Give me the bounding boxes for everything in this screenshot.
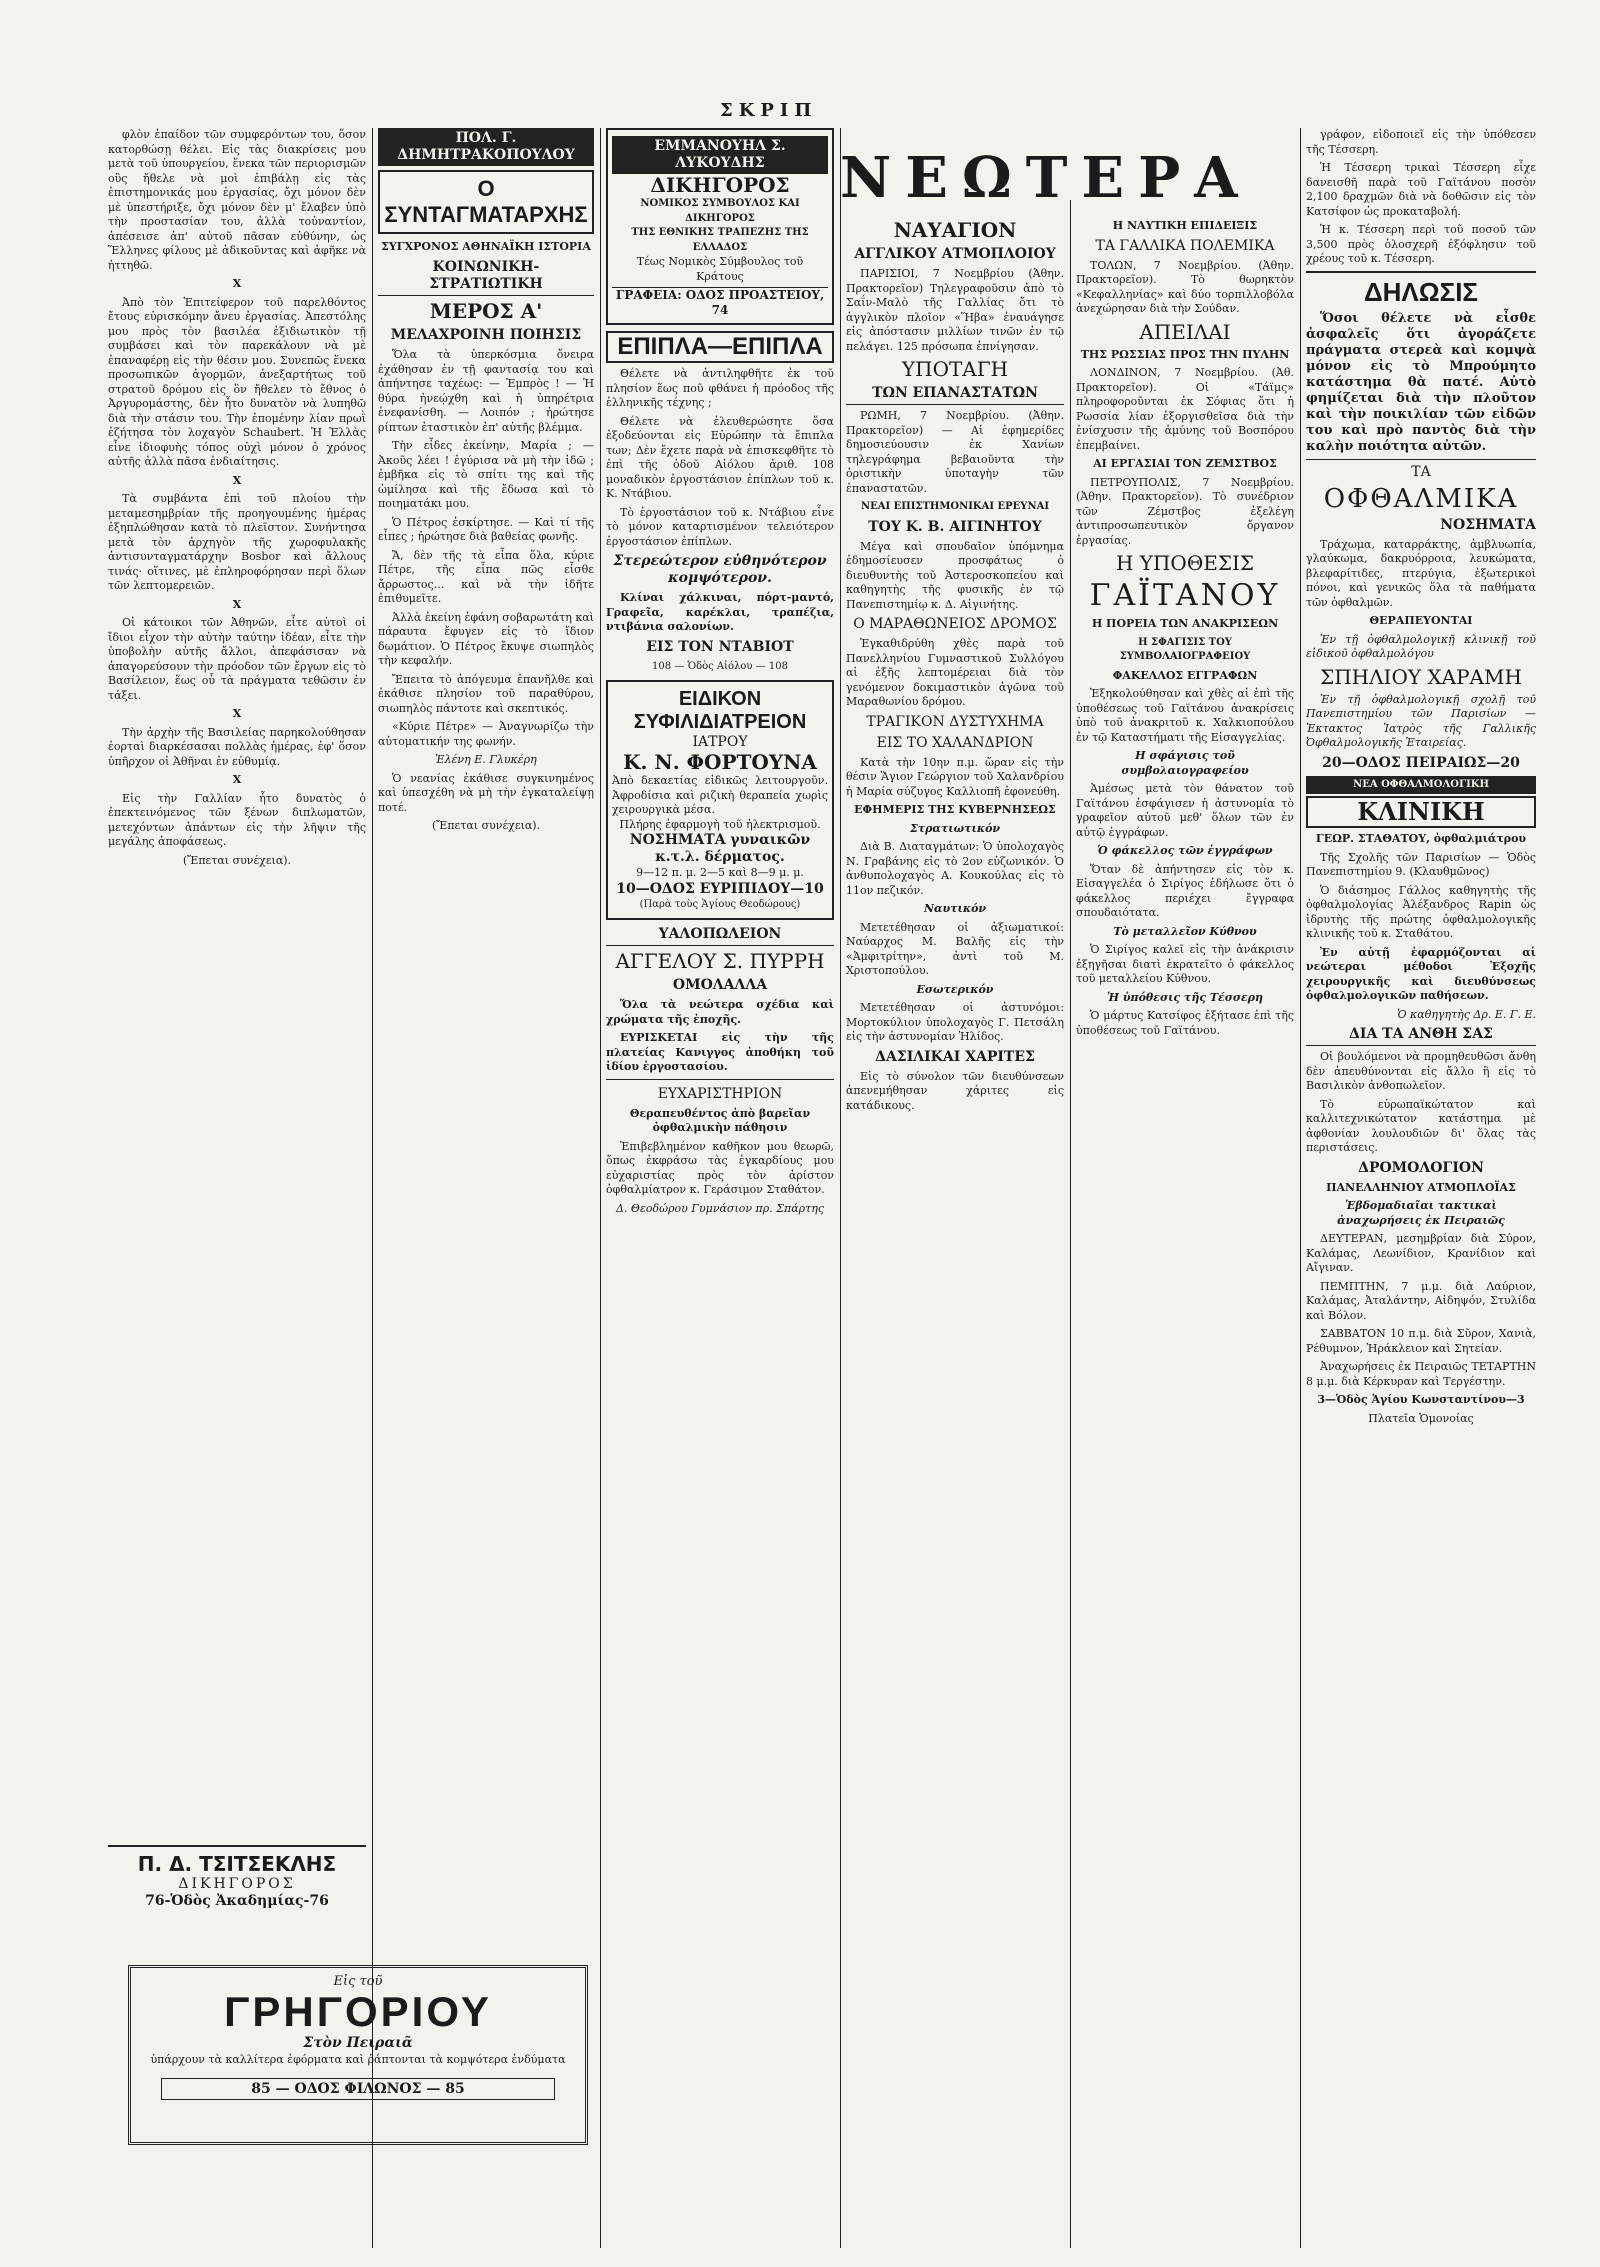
story-subtitle: ΚΟΙΝΩΝΙΚΗ-ΣΤΡΑΤΙΩΤΙΚΗ [378, 259, 594, 296]
part-label: ΜΕΡΟΣ Α' [429, 299, 543, 323]
ad-lykoudis [606, 128, 834, 325]
ad-title: ΔΙΚΗΓΟΡΟΣ [178, 1876, 296, 1892]
column-rule [1070, 200, 1071, 2248]
section-label: Εσωτερικόν [916, 982, 994, 996]
ad-address: 20—ΟΔΟΣ ΠΕΙΡΑΙΩΣ—20 [1322, 754, 1520, 771]
column-rule [372, 128, 373, 2248]
headline-sub: ΤΑ ΓΑΛΛΙΚΑ ΠΟΛΕΜΙΚΑ [1095, 237, 1275, 254]
ad-title: ΕΙΔΙΚΟΝ ΣΥΦΙΛΙΔΙΑΤΡΕΙΟΝ [633, 688, 807, 733]
paragraph: Ἀπὸ δεκαετίας εἰδικῶς λειτουργοῦν. Ἀφροδίσια καὶ ριζικὴ θεραπεία χωρὶς χειρουργικὰ μέσα. [612, 774, 828, 816]
headline: ΝΑΥΑΓΙΟΝ [893, 218, 1017, 242]
paragraph: Μετετέθησαν οἱ ἀστυνόμοι: Μορτοκύλιον ὑπολοχαγὸς Γ. Πετσάλη εἰς τὴν ἀστυνομίαν Ἠλίδος. [846, 1001, 1064, 1043]
masthead-title: ΝΕΩΤΕΡΑ [840, 145, 1252, 211]
paragraph: Ὁ νεανίας ἐκάθισε συγκινημένος καὶ ὑπεσχέθη νὰ μὴ τὴν ἐγκαταλείψῃ ποτέ. [378, 771, 594, 814]
paragraph: Τὴν ἀρχὴν τῆς Βασιλείας παρηκολούθησαν ἐορταὶ διαρκέσασαι πολλὰς ἡμέρας, ἐφ' ὅσον ὑπῆρχον οἱ Ἀθῆναι ἐν εὐθυμίᾳ. [108, 725, 366, 768]
ad-name: ΑΓΓΕΛΟΥ Σ. ΠΥΡΡΗ [615, 949, 825, 973]
paragraph: ΠΕΜΠΤΗΝ, 7 μ.μ. διὰ Λαύριον, Καλάμας, Ἀταλάντην, Αἰδηψόν, Στυλίδα καὶ Βόλον. [1306, 1279, 1536, 1322]
headline: Η ΝΑΥΤΙΚΗ ΕΠΙΔΕΙΞΙΣ [1112, 219, 1258, 232]
column-rule [1300, 128, 1301, 2248]
column-1: φλὸν ἐπαίδον τῶν συμφερόντων του, ὅσον κατορθώσῃ θέλει. Εἰς τὰς διακρίσεις μου μετὰ τοῦ ὑπουργείου, ἕνεκα τῶν περιορισμῶν οὓς ἤθελε νὰ μοὶ ἐπιβάλῃ εἰς τὰς ἐπιστημονικάς μου ἐργασίας, ὄχι μόνον δὲν μὲ ὑπεστήριξε, ὄχι μόνον δὲν μ' ἔλαβεν ὑπὸ τὴν προστασίαν του, ἀλλὰ τοὐναντίον, ἀπέσεισε ἀπ' αὐτοῦ πᾶσαν εὐθύνην, ὡς Ἕλληνες φίλους μὲ ἀδικοῦντας καὶ ἀφῆκε νὰ ἡττηθῶ. X Ἀπὸ τὸν Ἐπιτείφερον τοῦ παρελθόντος ἔτους εὑρισκόμην ἄνευ ἐργασίας. Ἀπεστόλης μου πρὸς τὸν βασιλέα ἐξιδιωτικὸν τῇ συμβάσει καὶ τὸν παρεκάλουν νὰ μὲ ἐπαναφέρῃ εἰς τὴν θέσιν μου. Συνεπῶς ἕνεκα προσωπικῶν ἀγορμῶν, ἀνεξαρτήτως τοῦ στρατοῦ δρόμου εἰς ὃν ἤθελεν τὸ ἔθνος ὁ Ἀργυρομάστης, δὲν ἦτο δυνατὸν νὰ λυπηθῶ διὰ τὴν στάσιν του. Τὴν ἐπομένην λίαν πρωῒ ἐζήτησα τὸν λοχαγὸν Schaubert. Ἡ Ἑλλὰς εἶνε ἰδιοφυὴς τόπος οὐχὶ μόνον ὁ χρόνος αὐτῆς ἀλλὰ πᾶσα ἐνδιαίτησις. X Τὰ συμβάντα ἐπὶ τοῦ πλοίου τὴν μεταμεσημβρίαν τῆς προηγουμένης ἡμέρας ἐξηπλώθησαν κατὰ τὸ πλεῖστον. Συνήντησα μετὰ τὸν ἀρχηγὸν τῆς χωροφυλακῆς ἀντισυνταγματάρχην Bosbor καὶ ἄλλους τινάς· οἵτινες, μὲ ἐπληροφόρησαν περὶ ὅλων τῶν λεπτομερειῶν. X Οἱ κάτοικοι τῶν Ἀθηνῶν, εἶτε αὐτοὶ οἱ ἴδιοι εἶχον τὴν αὐτὴν ταύτην ἰδέαν, εἶτε τὴν ὑποβολὴν αὐτῆς ἄλλοι, ἀπεφάσισαν νὰ ἀπαγορεύσουν τὴν πρόοδον τῶν ἔργων εἰς τὸ Βασίλειον, ἕως οὗ τὰ πράγματα τεθῶσιν ἐν τάξει. X Τὴν ἀρχὴν τῆς Βασιλείας παρηκολούθησαν ἐορταὶ διαρκέσασαι πολλὰς ἡμέρας, ἐφ' ὅσον ὑπῆρχον οἱ Ἀθῆναι ἐν εὐθυμίᾳ. X Εἰς τὴν Γαλλίαν ἦτο δυνατὸς ὁ ἐπεκτεινόμενος τῶν ξένων διπλωματῶν, μετεχόντων ἁπάντων εἰς τὴν λῆψιν τῆς μεγάλης ἀποφάσεως. (Ἔπεται συνέχεια). [108, 128, 366, 867]
headline: Ο ΜΑΡΑΘΩΝΕΙΟΣ ΔΡΟΜΟΣ [853, 616, 1057, 632]
ad-title: ΕΠΙΠΛΑ—ΕΠΙΠΛΑ [606, 331, 834, 363]
ad-subtitle: ΙΑΤΡΟΥ [692, 734, 748, 750]
paragraph: ΡΩΜΗ, 7 Νοεμβρίου. (Ἀθην. Πρακτορεῖον) — Αἱ ἐφημερίδες δημοσιεύουσιν ἐκ Χανίων τηλεγράφημα βεβαιοῦντα τὴν ὁριστικὴν ὑποταγὴν τῶν ἐπαναστατῶν. [846, 409, 1064, 495]
paragraph: Ἀναχωρήσεις ἐκ Πειραιῶς ΤΕΤΑΡΤΗΝ 8 μ.μ. διὰ Κέρκυραν καὶ Τεργέστην. [1306, 1360, 1536, 1388]
paragraph: Εἰς τὸ σύνολον τῶν διευθύνσεων ἀπενεμήθησαν χάριτες εἰς κατάδικους. [846, 1069, 1064, 1112]
paragraph: Ὁ διάσημος Γάλλος καθηγητὴς τῆς ὀφθαλμολογίας Ἀλέξανδρος Rapin ὡς ἰδρυτὴς τῆς πρώτης ὀφθαλμολογικῆς κλινικῆς τοῦ κ. Σταθάτου. [1306, 883, 1536, 940]
paragraph: Ἐν τῇ ὀφθαλμολογικῇ κλινικῇ τοῦ εἰδικοῦ ὀφθαλμολόγου [1306, 632, 1536, 660]
ad-subtitle: Θεραπευθέντος ἀπὸ βαρεῖαν ὀφθαλμικὴν πάθησιν [629, 1106, 811, 1134]
ad-subtitle: ΘΕΡΑΠΕΥΟΝΤΑΙ [1369, 614, 1473, 627]
column-3 [606, 128, 834, 2247]
ad-fortounas [606, 680, 834, 920]
ad-hours: 9—12 π. μ. 2—5 καὶ 8—9 μ. μ. [636, 866, 804, 879]
ad-name: ΕΜΜΑΝΟΥΗΛ Σ. ΛΥΚΟΥΔΗΣ [612, 136, 828, 174]
running-head: ΣΚΡΙΠ [720, 100, 818, 121]
paragraph: ΕΥΡΙΣΚΕΤΑΙ εἰς τὴν τῆς πλατείας Κανιγγος ἀποθήκη τοῦ ἰδίου ἐργοστασίου. [606, 1031, 834, 1073]
headline: ΔΑΣΙΛΙΚΑΙ ΧΑΡΙΤΕΣ [875, 1048, 1035, 1065]
ad-tsitseklis [108, 1845, 366, 1910]
headline: Η ΥΠΟΘΕΣΙΣ [1115, 551, 1255, 575]
headline-sub: ΤΗΣ ΡΩΣΣΙΑΣ ΠΡΟΣ ΤΗΝ ΠΥΛΗΝ [1080, 347, 1290, 361]
ad-subtitle: ΟΜΟΛΑΛΛΑ [672, 977, 768, 993]
headline: ΓΑΪΤΑΝΟΥ [1089, 578, 1281, 613]
headline: ΑΠΕΙΛΑΙ [1139, 319, 1231, 344]
paragraph: Διὰ Β. Διαταγμάτων: Ὁ ὑπολοχαγὸς Ν. Γραβάνης εἰς τὸ 2ον εὐζωνικόν. Ὁ ἀνθυπολοχαγὸς Α. Κουκούλας εἰς τὸ 11ον πεζικόν. [846, 840, 1064, 897]
paragraph: ΤΟΛΩΝ, 7 Νοεμβρίου. (Ἀθην. Πρακτορεῖον). Τὸ θωρηκτὸν «Κεφαλληνίας» καὶ δύο τορπιλλοβόλα ἀνεχώρησαν διὰ τὴν Σούδαν. [1076, 258, 1294, 315]
paragraph: γράφον, εἰδοποιεῖ εἰς τὴν ὑπόθεσεν τῆς Τέσσερη. [1306, 128, 1536, 156]
ad-address-note: (Παρὰ τοὺς Ἁγίους Θεοδώρους) [639, 898, 801, 910]
paragraph: Τῆς Σχολῆς τῶν Παρισίων — Ὁδὸς Πανεπιστημίου 9. (Κλαυθμῶνος) [1306, 850, 1536, 878]
headline-sub: ΕΙΣ ΤΟ ΧΑΛΑΝΔΡΙΟΝ [876, 734, 1034, 751]
ad-name: Π. Δ. ΤΣΙΤΣΕΚΛΗΣ [137, 1852, 337, 1876]
paragraph: Εἰς τὴν Γαλλίαν ἦτο δυνατὸς ὁ ἐπεκτεινόμενος τῶν ξένων διπλωματῶν, μετεχόντων ἁπάντων εἰς τὴν λῆψιν τῆς μεγάλης ἀποφάσεως. [108, 791, 366, 848]
section-label: Τὸ μεταλλεῖον Κύθνου [1113, 924, 1257, 938]
paragraph: Τὴν εἶδες ἐκείνην, Μαρία ; — Ἀκοῦς λέει ! ἐγύρισα νὰ μὴ τὴν ἰδῶ ; ἐμβῆκα εἰς τὸ σπίτι της καὶ τῆς ὡμίλησα καὶ τῆς ἔδωσα καὶ τὸ ποιηματάκι μου. [378, 439, 594, 510]
paragraph: ΛΟΝΔΙΝΟΝ, 7 Νοεμβρίου. (Ἀθ. Πρακτορεῖον). Οἱ «Τάϊμς» πληροφοροῦνται ἐκ Σόφιας ὅτι ἡ Ρωσσία λίαν ἐξοργισθεῖσα διὰ τὴν ἐνίσχυσιν τῆς ἀμύνης τοῦ Βοσπόρου ἐπεμβαίνει. [1076, 366, 1294, 452]
ad-address: 108 — Ὁδὸς Αἰόλου — 108 [652, 660, 788, 672]
ad-address: 76-Ὁδὸς Ἀκαδημίας-76 [145, 1893, 329, 1909]
ad-address: 85 — ΟΔΟΣ ΦΙΛΩΝΟΣ — 85 [161, 2078, 555, 2100]
ad-name: ΣΠΗΛΙΟΥ ΧΑΡΑΜΗ [1320, 664, 1522, 689]
section-label: Στρατιωτικόν [909, 821, 1001, 835]
ad-slogan: Στερεώτερον εὐθηνότερον κομψότερον. [613, 553, 827, 586]
paragraph: Ἀμέσως μετὰ τὸν θάνατον τοῦ Γαϊτάνου ἐσφάγισεν ἡ ἀστυνομία τὸ γραφεῖον αὐτοῦ μεθ' ὅλων τῶν ἐν αὐτῷ ἐγγράφων. [1076, 782, 1294, 839]
headline-sub: Η ΣΦΑΓΙΣΙΣ ΤΟΥ ΣΥΜΒΟΛΑΙΟΓΡΑΦΕΙΟΥ [1119, 636, 1251, 662]
chapter-title: ΜΕΛΑΧΡΟΙΝΗ ΠΟΙΗΣΙΣ [390, 327, 582, 343]
ad-address: 3—Ὁδὸς Ἁγίου Κωνσταντίνου—3 [1317, 1393, 1525, 1406]
headline-sub: ΑΓΓΛΙΚΟΥ ΑΤΜΟΠΛΟΙΟΥ [854, 246, 1056, 262]
ad-title: ΔΗΛΩΣΙΣ [1306, 271, 1536, 307]
paragraph: Οἱ κάτοικοι τῶν Ἀθηνῶν, εἶτε αὐτοὶ οἱ ἴδιοι εἶχον τὴν αὐτὴν ταύτην ἰδέαν, εἶτε τὴν ὑποβολὴν αὐτῆς ἄλλοι, ἀπεφάσισαν νὰ ἀπαγορεύσουν τὴν πρόοδον τῶν ἔργων εἰς τὸ Βασίλειον, ἕως οὗ τὰ πράγματα τεθῶσιν ἐν τάξει. [108, 616, 366, 702]
signature: Ἑλένη Ε. Γλυκέρη [435, 753, 537, 766]
paragraph: Ἀπὸ τὸν Ἐπιτείφερον τοῦ παρελθόντος ἔτους εὑρισκόμην ἄνευ ἐργασίας. Ἀπεστόλης μου πρὸς τὸν βασιλέα ἐξιδιωτικὸν τῇ συμβάσει καὶ τὸν παρεκάλουν νὰ μὲ ἐπαναφέρῃ εἰς τὴν θέσιν μου. Συνεπῶς ἕνεκα προσωπικῶν ἀγορμῶν, ἀνεξαρτήτως τοῦ στρατοῦ δρόμου εἰς ὃν ἤθελεν τὸ ἔθνος ὁ Ἀργυρομάστης, δὲν ἦτο δυνατὸν νὰ λυπηθῶ διὰ τὴν στάσιν του. Τὴν ἐπομένην λίαν πρωῒ ἐζήτησα τὸν λοχαγὸν Schaubert. Ἡ Ἑλλὰς εἶνε ἰδιοφυὴς τόπος οὐχὶ μόνον ὁ χρόνος αὐτῆς ἀλλὰ πᾶσα ἐνδιαίτησις. [108, 295, 366, 468]
paragraph: Τράχωμα, καταρράκτης, ἀμβλυωπία, γλαύκωμα, δακρυόρροια, λευκώματα, βλεφαρίτιδες, πτερύγια, ἐξωτερικοὶ πόνοι, καὶ γενικῶς ὅλα τὰ παθήματα τῶν ὀφθαλμῶν. [1306, 537, 1536, 609]
section-label: Ὁ φάκελλος τῶν ἐγγράφων [1097, 844, 1273, 857]
headline: ΥΠΟΤΑΓΗ [901, 357, 1009, 381]
signature: Δ. Θεοδώρου Γυμνάσιον πρ. Σπάρτης [616, 1201, 824, 1215]
paragraph: Τὸ ἐργοστάσιον τοῦ κ. Ντάβιου εἶνε τὸ μόνον καταρτισμένον τελειότερον ἐργοστάσιον ἐπίπλων. [606, 505, 834, 548]
ad-place: Στὸν Πειραιᾶ [303, 2035, 413, 2051]
paragraph: Ὁ Σιρίγος καλεῖ εἰς τὴν ἀνάκρισιν ἐξηγῆσαι διατὶ ἐκρατεῖτο ὁ φάκελλος τοῦ μεταλλείου Κύθνου. [1076, 943, 1294, 985]
ad-line: Τέως Νομικὸς Σύμβουλος τοῦ Κράτους [636, 255, 804, 283]
ad-line: ΝΟΜΙΚΟΣ ΣΥΜΒΟΥΛΟΣ ΚΑΙ ΔΙΚΗΓΟΡΟΣ [640, 198, 800, 224]
ad-footer: ΕΙΣ ΤΟΝ ΝΤΑΒΙΟΤ [646, 638, 794, 655]
column-rule [600, 128, 601, 2248]
paragraph: ΠΑΡΙΣΙΟΙ, 7 Νοεμβρίου (Ἀθην. Πρακτορεῖον) Τηλεγραφοῦσιν ἀπὸ τὸ Σαΐν-Μαλὸ τῆς Γαλλίας ὅτι τὸ ἀγγλικὸν πλοῖον «Ἥβα» ἐναυάγησε εἰς ἀπόστασιν μιλλίων τινῶν ἐν τῷ πελάγει. 125 πρόσωπα ἐπνίγησαν. [846, 267, 1064, 353]
ad-title: ΠΑΝΕΛΛΗΝΙΟΥ ΑΤΜΟΠΛΟΪΑΣ [1326, 1180, 1516, 1194]
paragraph: Ἄ, δὲν τῆς τὰ εἶπα ὅλα, κύριε Πέτρε, τῆς εἶπα πῶς εἶσθε ἄρρωστος... καὶ νὰ τὴν ἰδῆτε ἐπιθυμεῖτε. [378, 548, 594, 605]
paragraph: Ἐξηκολούθησαν καὶ χθὲς αἱ ἐπὶ τῆς ὑποθέσεως τοῦ Γαϊτάνου ἀνακρίσεις ὑπὸ τοῦ ἀνακριτοῦ κ. Χαλκιοπούλου ἐν τῷ Καταστήματι τῆς Εἰσαγγελίας. [1076, 687, 1294, 744]
paragraph: Θέλετε νὰ ἐλευθερώσητε ὅσα ἐξοδεύονται εἰς Εὐρώπην τὰ ἔπιπλα των; Δὲν ἔχετε παρὰ νὰ ἐπισκεφθῆτε τὸ ἐπὶ τῆς ὁδοῦ Αἰόλου ἀριθ. 108 μοναδικὸν ἐργοστάσιον ἐπίπλων τοῦ κ. Κ. Ντάβιου. [606, 414, 834, 500]
paragraph: Μετετέθησαν οἱ ἀξιωματικοί: Ναύαρχος Μ. Βαλῆς εἰς τὴν «Ἀμφιτρίτην», ἀντὶ τοῦ Μ. Χριστοπούλου. [846, 920, 1064, 977]
ad-text: ὑπάρχουν τὰ καλλίτερα ἐφόρματα καὶ ῥάπτονται τὰ κομψότερα ἐνδύματα [150, 2053, 566, 2066]
paragraph: Ἐπιβεβλημένον καθῆκον μου θεωρῶ, ὅπως ἐκφράσω τὰς ἐγκαρδίους μου εὐχαριστίας πρὸς τὸν ἀρίστον ὀφθαλμίατρον κ. Γεράσιμον Σταθάτον. [606, 1139, 834, 1196]
paragraph: Ὁ μάρτυς Κατσίφος ἐξήτασε ἐπὶ τῆς ὑποθέσεως τοῦ Γαϊτάνου. [1076, 1009, 1294, 1037]
ad-label: ΤΑ [1306, 459, 1536, 481]
column-6 [1306, 128, 1536, 2247]
column-2 [378, 128, 594, 1807]
column-5 [1076, 215, 1294, 2247]
paragraph: Κατὰ τὴν 10ην π.μ. ὥραν εἰς τὴν θέσιν Ἅγιον Γεώργιον τοῦ Χαλανδρίου ἡ Μαρία σύζυγος Καλλιοπῆ ἐφονεύθη. [846, 755, 1064, 798]
headline-sub: ΤΟΥ Κ. Β. ΑΙΓΙΝΗΤΟΥ [868, 518, 1042, 535]
paragraph: «Κύριε Πέτρε» — Ἀναγνωρίζω τὴν αὐτοματικήν της φωνήν. [378, 720, 594, 748]
ad-name: ΓΕΩΡ. ΣΤΑΘΑΤΟΥ, ὀφθαλμιάτρου [1315, 832, 1527, 845]
story-title: Ο ΣΥΝΤΑΓΜΑΤΑΡΧΗΣ [378, 170, 594, 234]
paragraph: ΠΕΤΡΟΥΠΟΛΙΣ, 7 Νοεμβρίου. (Ἀθην. Πρακτορεῖον). Τὸ συνέδριον τῶν Ζέμστβος ἐξελέγη ἀντιπροσωπευτικὸν ὄργανον ἐργασίας. [1076, 475, 1294, 547]
column-rule [840, 128, 841, 2248]
paragraph: φλὸν ἐπαίδον τῶν συμφερόντων του, ὅσον κατορθώσῃ θέλει. Εἰς τὰς διακρίσεις μου μετὰ τοῦ ὑπουργείου, ἕνεκα τῶν περιορισμῶν οὓς ἤθελε νὰ μοὶ ἐπιβάλῃ εἰς τὰς ἐπιστημονικάς μου ἐργασίας, ὄχι μόνον δὲν μὲ ὑπεστήριξε, ὄχι μόνον δὲν μ' ἔλαβεν ὑπὸ τὴν προστασίαν του, ἀλλὰ τοὐναντίον, ἀπέσεισε ἀπ' αὐτοῦ πᾶσαν εὐθύνην, ὡς Ἕλληνες φίλους μὲ ἀδικοῦντας καὶ ἀφῆκε νὰ ἡττηθῶ. [108, 128, 366, 272]
ad-title: ΚΛΙΝΙΚΗ [1306, 796, 1536, 828]
ad-subtitle: Ἑβδομαδιαῖαι τακτικαὶ ἀναχωρήσεις ἐκ Πειραιῶς [1337, 1199, 1505, 1227]
ad-label: Εἰς τοῦ [333, 1974, 383, 1989]
ad-address: ΓΡΑΦΕΙΑ: ΟΔΟΣ ΠΡΟΑΣΤΕΙΟΥ, 74 [612, 287, 828, 317]
ad-title: ΔΙΚΗΓΟΡΟΣ [650, 173, 790, 197]
paragraph: Ὅλα τὰ νεώτερα σχέδια καὶ χρώματα τῆς ἐποχῆς. [606, 998, 834, 1026]
paragraph: Ἀλλὰ ἐκείνη ἐφάνη σοβαρωτάτη καὶ πάραυτα ἔφυγεν εἰς τὸ ἴδιον δωμάτιον. Ὁ Πέτρος ἔκυψε σιωπηλὸς τὴν κεφαλήν. [378, 610, 594, 667]
section-label: Η σφάγισις τοῦ συμβολαιογραφείου [1121, 749, 1249, 777]
paragraph: Ὅταν δὲ ἀπήντησεν εἰς τὸν κ. Εἰσαγγελέα ὁ Σιρίγος ἐδήλωσε ὅτι ὁ φάκελλος περιέχει ἔγγραφα σπουδαιότατα. [1076, 862, 1294, 919]
paragraph: Κλίναι χάλκιναι, πόρτ-μαντό, Γραφεῖα, καρέκλαι, τραπέζια, ντιβάνια σαλονίων. [606, 591, 834, 633]
section-label: Ἡ ὑπόθεσις τῆς Τέσσερη [1107, 990, 1263, 1004]
paragraph: Τὰ συμβάντα ἐπὶ τοῦ πλοίου τὴν μεταμεσημβρίαν τῆς προηγουμένης ἡμέρας ἐξηπλώθησαν κατὰ τὸ πλεῖστον. Συνήντησα μετὰ τὸν ἀρχηγὸν τῆς χωροφυλακῆς ἀντισυνταγματάρχην Bosbor καὶ ἄλλους τινάς· οἵτινες, μὲ ἐπληροφόρησαν περὶ ὅλων τῶν λεπτομερειῶν. [108, 492, 366, 592]
headline: ΝΕΑΙ ΕΠΙΣΤΗΜΟΝΙΚΑΙ ΕΡΕΥΝΑΙ [860, 501, 1050, 512]
column-4 [846, 215, 1064, 2247]
continuation-note: (Ἔπεται συνέχεια). [182, 853, 292, 867]
paragraph: Ὅσοι θέλετε νὰ εἶσθε ἀσφαλεῖς ὅτι ἀγοράζετε πράγματα στερεὰ καὶ κομψὰ μόνον εἰς τὸ Μπρούμητο κατάστημα θὰ πατέ. Αὐτὸ φημίζεται διὰ τὴν πλοῦτον καὶ τὴν ποικιλίαν τῶν εἰδῶν του καὶ πρὸ παντὸς διὰ τὴν καλὴν ποιότητα αὐτῶν. [1306, 310, 1536, 454]
signature: Ὁ καθηγητὴς Δρ. Ε. Γ. Ε. [1397, 1007, 1536, 1021]
headline: ΑΙ ΕΡΓΑΣΙΑΙ ΤΟΝ ΖΕΜΣΤΒΟΣ [1093, 457, 1277, 470]
paragraph: ΝΟΣΗΜΑΤΑ γυναικῶν κ.τ.λ. δέρματος. [629, 832, 811, 865]
paragraph: Τὸ εὐρωπαϊκώτατον καὶ καλλιτεχνικώτατον κατάστημα μὲ ἀφθονίαν λουλουδιῶν δι' ὅλας τὰς περιστάσεις. [1306, 1097, 1536, 1154]
continuation-note: (Ἔπεται συνέχεια). [431, 819, 541, 832]
story-subtitle: ΣΥΓΧΡΟΝΟΣ ΑΘΗΝΑΪΚΗ ΙΣΤΟΡΙΑ [381, 240, 591, 253]
paragraph: Μέγα καὶ σπουδαῖον ὑπόμνημα ἐδημοσίευσεν προσφάτως ὁ διευθυντὴς τοῦ Ἀστεροσκοπείου καὶ καθηγητὴς τῆς φυσικῆς ἐν τῷ Πανεπιστημίῳ κ. Δ. Αἰγινήτης. [846, 539, 1064, 611]
paragraph: Οἱ βουλόμενοι νὰ προμηθευθῶσι ἄνθη δὲν ἀπευθύνονται εἰς ἄλλο ἢ εἰς τὸ Βασιλικὸν ἀνθοπωλεῖον. [1306, 1050, 1536, 1092]
section-label: Ναυτικόν [923, 902, 987, 915]
paragraph: ΣΑΒΒΑΤΟΝ 10 π.μ. διὰ Σῦρον, Χανιὰ, Ρέθυμνον, Ἡράκλειον καὶ Σητείαν. [1306, 1327, 1536, 1355]
ad-title: ΔΙΑ ΤΑ ΑΝΘΗ ΣΑΣ [1306, 1026, 1536, 1046]
paragraph: Πλήρης ἐφαρμογὴ τοῦ ἠλεκτρισμοῦ. [619, 817, 821, 831]
ad-address-note: Πλατεῖα Ὁμονοίας [1368, 1411, 1474, 1425]
paragraph: Ὁ Πέτρος ἐσκίρτησε. — Καὶ τί τῆς εἶπες ; ἠρώτησε διὰ βαθείας φωνῆς. [378, 515, 594, 543]
headline: ΤΡΑΓΙΚΟΝ ΔΥΣΤΥΧΗΜΑ [866, 713, 1044, 730]
ad-title: ΕΥΧΑΡΙΣΤΗΡΙΟΝ [606, 1079, 834, 1103]
ad-label: ΥΑΛΟΠΩΛΕΙΟΝ [606, 926, 834, 946]
paragraph: Ἡ κ. Τέσσερη περὶ τοῦ ποσοῦ τῶν 3,500 πρὸς ὁλοσχερῆ ἐξόφλησιν τοῦ χρέους τοῦ κ. Τέσσερη. [1306, 223, 1536, 265]
paragraph: ΔΕΥΤΕΡΑΝ, μεσημβρίαν διὰ Σύρον, Καλάμας, Λεωνίδιον, Κρανίδιον καὶ Αἴγιναν. [1306, 1232, 1536, 1274]
paragraph: Ἐν τῇ ὀφθαλμολογικῇ σχολῇ τοῦ Πανεπιστημίου τῶν Παρισίων — Ἐκτακτος Ἰατρὸς τῆς Γαλλικῆς Ὀφθαλμολογικῆς Ἑταιρείας. [1306, 692, 1536, 749]
paragraph: Ἔπειτα τὸ ἀπόγευμα ἐπανῆλθε καὶ ἐκάθισε πλησίον τοῦ παραθύρου, σιωπηλὸς πάντοτε καὶ σκεπτικός. [378, 672, 594, 715]
headline-sub: Η ΠΟΡΕΙΑ ΤΩΝ ΑΝΑΚΡΙΣΕΩΝ [1091, 617, 1279, 630]
ad-address: 10—ΟΔΟΣ ΕΥΡΙΠΙΔΟΥ—10 [616, 880, 824, 897]
ad-gregoriou [128, 1965, 588, 2145]
ad-label: ΝΕΑ ΟΦΘΑΛΜΟΛΟΓΙΚΗ [1306, 776, 1536, 795]
byline: ΠΟΛ. Γ. ΔΗΜΗΤΡΑΚΟΠΟΥΛΟΥ [378, 128, 594, 166]
ad-line: ΤΗΣ ΕΘΝΙΚΗΣ ΤΡΑΠΕΖΗΣ ΤΗΣ ΕΛΛΑΔΟΣ [631, 227, 809, 253]
headline: ΕΦΗΜΕΡΙΣ ΤΗΣ ΚΥΒΕΡΝΗΣΕΩΣ [854, 803, 1056, 816]
paragraph: Θέλετε νὰ ἀντιληφθῆτε ἐκ τοῦ πλησίον ἕως ποῦ φθάνει ἡ πρόοδος τῆς ἑλληνικῆς τέχνης ; [606, 367, 834, 409]
ad-name: ΓΡΗΓΟΡΙΟΥ [224, 1988, 492, 2035]
paragraph: Ἐν αὐτῇ ἐφαρμόζονται αἱ νεώτεραι μέθοδοι Ἐξοχῆς χειρουργικῆς καὶ διευθύνσεως ὀφθαλμολογικῶν παθήσεων. [1306, 945, 1536, 1002]
ad-title: ΟΦΘΑΛΜΙΚΑ [1323, 483, 1519, 514]
ad-title: ΝΟΣΗΜΑΤΑ [1440, 516, 1536, 533]
paragraph: Ἐγκαθιδρύθη χθὲς παρὰ τοῦ Πανελληνίου Γυμναστικοῦ Συλλόγου αἱ ἐξῆς λεπτομέρειαι διὰ τὸν γενόμενον δοκιμαστικὸν ἀγῶνα τοῦ Μαραθωνίου δρόμου. [846, 637, 1064, 708]
ad-name: Κ. Ν. ΦΟΡΤΟΥΝΑ [623, 750, 817, 774]
paragraph: Ὅλα τὰ ὑπερκόσμια ὄνειρα ἐχάθησαν ἐν τῇ φαντασίᾳ του καὶ ἀπήντησε ταχέως: — Ἐμπρὸς ! — Ἡ θύρα ἠνεῴχθη καὶ ἡ ὑπηρέτρια ἐνεφανίσθη. — Λοιπόν ; ἠρώτησε ρίπτων ἐταστικὸν ἐπ' αὐτῆς βλέμμα. [378, 348, 594, 434]
ad-title: ΔΡΟΜΟΛΟΓΙΟΝ [1358, 1159, 1484, 1176]
headline-sub: ΤΩΝ ΕΠΑΝΑΣΤΑΤΩΝ [846, 385, 1064, 405]
paragraph: Ἡ Τέσσερη τρικαὶ Τέσσερη εἶχε δανεισθῆ παρὰ τοῦ Γαϊτάνου ποσὸν 2,100 δραχμῶν διὰ νὰ δοθῶσιν εἰς τὸν Κατσίφον ὡς προκαταβολή. [1306, 161, 1536, 218]
headline-sub: ΦΑΚΕΛΛΟΣ ΕΓΓΡΑΦΩΝ [1112, 668, 1258, 682]
